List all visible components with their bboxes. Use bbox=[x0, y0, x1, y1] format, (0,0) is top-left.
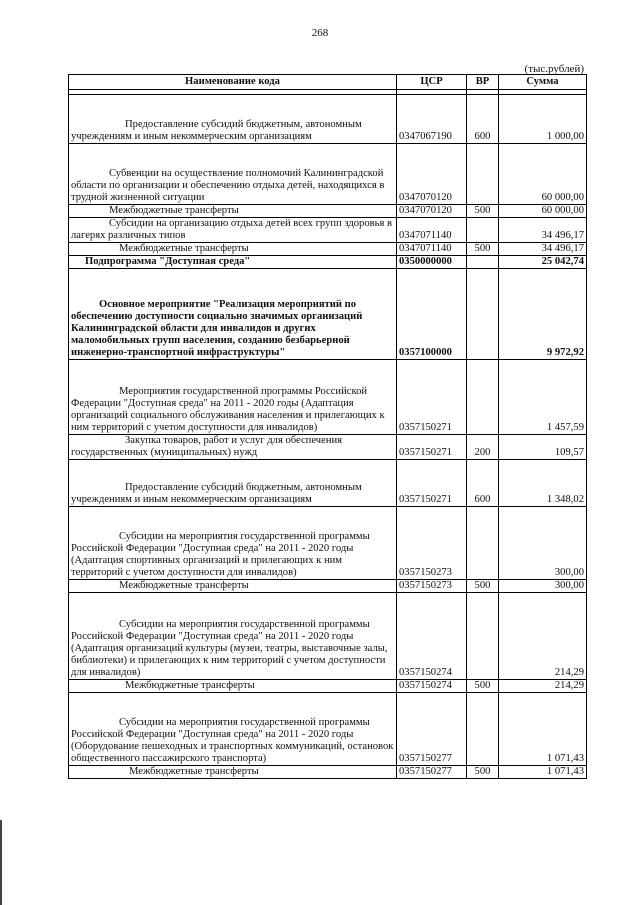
table-row bbox=[69, 507, 587, 580]
row-name: Предоставление субсидий бюджетным, автономным учреждениям и иным некоммерческим организациям bbox=[69, 460, 397, 507]
row-vr: 500 bbox=[467, 580, 499, 593]
units-label: (тыс.рублей) bbox=[524, 63, 584, 75]
row-name: Субсидии на организацию отдыха детей всех групп здоровья в лагерях различных типов bbox=[69, 218, 397, 243]
table-header-row bbox=[69, 75, 587, 90]
table-row bbox=[69, 766, 587, 779]
row-name: Субсидии на мероприятия государственной программы Российской Федерации "Доступная среда" на 2011 - 2020 годы (Адаптация организаций культуры (музеи, театры, выставочные залы, библиотеки) и прилегающих к ним территорий с учетом доступности для инвалидов) bbox=[69, 593, 397, 680]
row-sum: 9 972,92 bbox=[499, 269, 587, 360]
row-csr: 0357100000 bbox=[397, 269, 467, 360]
row-csr: 0347067190 bbox=[397, 95, 467, 144]
table-row bbox=[69, 95, 587, 144]
row-csr: 0357150274 bbox=[397, 593, 467, 680]
row-vr: 200 bbox=[467, 435, 499, 460]
row-sum: 300,00 bbox=[499, 507, 587, 580]
row-csr: 0350000000 bbox=[397, 256, 467, 269]
table-row bbox=[69, 693, 587, 766]
row-vr bbox=[467, 269, 499, 360]
row-sum: 1 071,43 bbox=[499, 693, 587, 766]
row-name: Субвенции на осуществление полномочий Калининградской области по организации и обеспечению отдыха детей, находящихся в трудной жизненной ситуации bbox=[69, 144, 397, 205]
row-name: Межбюджетные трансферты bbox=[69, 580, 397, 593]
row-sum: 34 496,17 bbox=[499, 243, 587, 256]
table-row bbox=[69, 360, 587, 435]
table-row bbox=[69, 593, 587, 680]
row-csr: 0357150271 bbox=[397, 360, 467, 435]
row-name: Межбюджетные трансферты bbox=[69, 205, 397, 218]
row-vr: 600 bbox=[467, 460, 499, 507]
row-vr: 600 bbox=[467, 95, 499, 144]
row-sum: 1 000,00 bbox=[499, 95, 587, 144]
row-csr: 0347070120 bbox=[397, 205, 467, 218]
row-vr: 500 bbox=[467, 680, 499, 693]
row-csr: 0347070120 bbox=[397, 144, 467, 205]
row-csr: 0357150273 bbox=[397, 580, 467, 593]
row-vr bbox=[467, 360, 499, 435]
row-csr: 0347071140 bbox=[397, 218, 467, 243]
row-sum: 109,57 bbox=[499, 435, 587, 460]
row-vr bbox=[467, 693, 499, 766]
row-name: Субсидии на мероприятия государственной программы Российской Федерации "Доступная среда" на 2011 - 2020 годы (Адаптация спортивных организаций и прилегающих к ним территорий с учетом доступности для инвалидов) bbox=[69, 507, 397, 580]
row-vr bbox=[467, 507, 499, 580]
row-sum: 300,00 bbox=[499, 580, 587, 593]
header-vr: ВР bbox=[467, 75, 499, 90]
row-name: Закупка товаров, работ и услуг для обеспечения государственных (муниципальных) нужд bbox=[69, 435, 397, 460]
row-name: Межбюджетные трансферты bbox=[69, 243, 397, 256]
table-row bbox=[69, 144, 587, 205]
row-csr: 0357150274 bbox=[397, 680, 467, 693]
row-name: Основное мероприятие "Реализация мероприятий по обеспечению доступности социально значимых организаций Калининградской области для инвалидов и других маломобильных групп населения, созданию безбарьерной инженерно-транспортной инфраструктуры" bbox=[69, 269, 397, 360]
header-name: Наименование кода bbox=[69, 75, 397, 90]
row-vr: 500 bbox=[467, 205, 499, 218]
row-sum: 60 000,00 bbox=[499, 144, 587, 205]
table-row bbox=[69, 680, 587, 693]
row-csr: 0357150271 bbox=[397, 435, 467, 460]
page-number: 268 bbox=[311, 27, 329, 39]
row-sum: 1 348,02 bbox=[499, 460, 587, 507]
table-row bbox=[69, 269, 587, 360]
row-vr bbox=[467, 256, 499, 269]
row-csr: 0357150273 bbox=[397, 507, 467, 580]
row-csr: 0357150277 bbox=[397, 693, 467, 766]
budget-table bbox=[68, 74, 587, 779]
table-row bbox=[69, 205, 587, 218]
row-csr: 0357150277 bbox=[397, 766, 467, 779]
row-csr: 0357150271 bbox=[397, 460, 467, 507]
table-row bbox=[69, 243, 587, 256]
header-csr: ЦСР bbox=[397, 75, 467, 90]
scan-margin-line bbox=[0, 820, 2, 905]
header-sum: Сумма bbox=[499, 75, 587, 90]
row-name: Субсидии на мероприятия государственной программы Российской Федерации "Доступная среда" на 2011 - 2020 годы (Оборудование пешеходных и транспортных коммуникаций, остановок общественного пассажирского транспорта) bbox=[69, 693, 397, 766]
row-vr: 500 bbox=[467, 766, 499, 779]
row-sum: 60 000,00 bbox=[499, 205, 587, 218]
row-vr: 500 bbox=[467, 243, 499, 256]
row-name: Предоставление субсидий бюджетным, автономным учреждениям и иным некоммерческим организациям bbox=[69, 95, 397, 144]
row-sum: 25 042,74 bbox=[499, 256, 587, 269]
row-name: Межбюджетные трансферты bbox=[69, 766, 397, 779]
row-vr bbox=[467, 593, 499, 680]
row-sum: 34 496,17 bbox=[499, 218, 587, 243]
row-sum: 214,29 bbox=[499, 680, 587, 693]
row-name: Подпрограмма "Доступная среда" bbox=[69, 256, 397, 269]
row-csr: 0347071140 bbox=[397, 243, 467, 256]
table-row bbox=[69, 218, 587, 243]
table-row bbox=[69, 460, 587, 507]
row-name: Межбюджетные трансферты bbox=[69, 680, 397, 693]
table-row bbox=[69, 580, 587, 593]
row-sum: 1 457,59 bbox=[499, 360, 587, 435]
table-row bbox=[69, 256, 587, 269]
row-vr bbox=[467, 218, 499, 243]
row-sum: 214,29 bbox=[499, 593, 587, 680]
row-vr bbox=[467, 144, 499, 205]
row-sum: 1 071,43 bbox=[499, 766, 587, 779]
table-row bbox=[69, 435, 587, 460]
row-name: Мероприятия государственной программы Российской Федерации "Доступная среда" на 2011 - 2020 годы (Адаптация организаций социального обслуживания населения и прилегающих к ним территорий с учетом доступности для инвалидов) bbox=[69, 360, 397, 435]
